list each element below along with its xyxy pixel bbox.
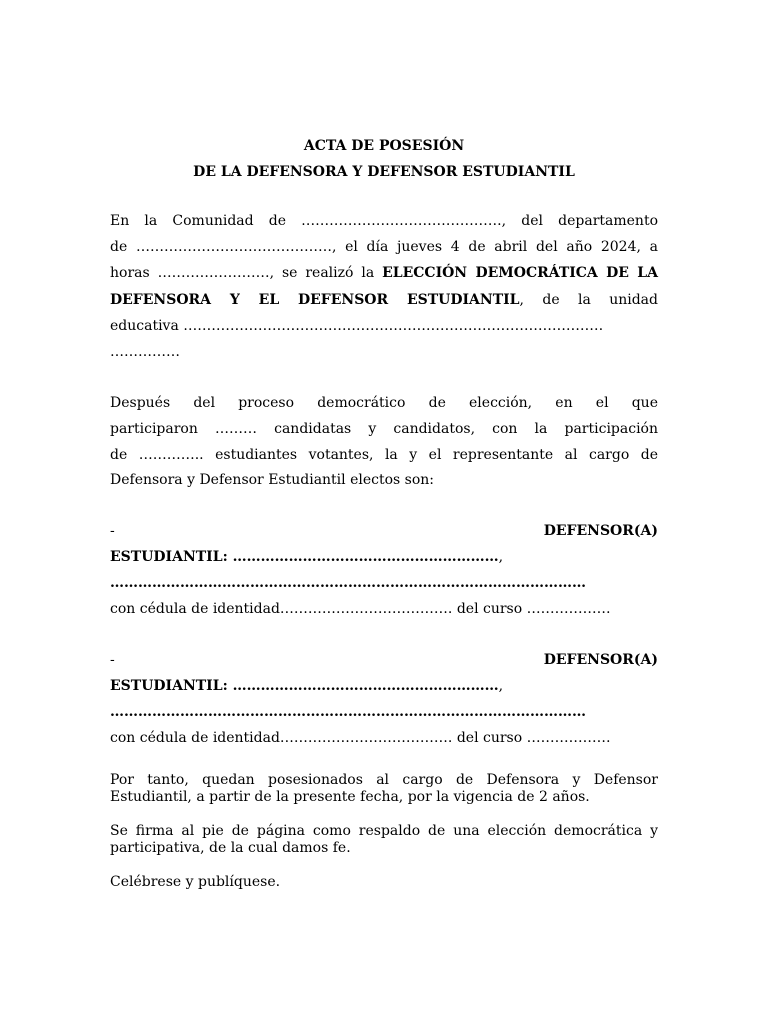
text-line: de ……………………………………, el día jueves 4 de abril del año 2024, a xyxy=(110,239,658,255)
text-span: , de la unidad xyxy=(519,292,658,308)
text-line: Se firma al pie de página como respaldo de una elección democrática y xyxy=(110,823,658,839)
list-dash: - xyxy=(110,523,115,539)
role-label: DEFENSOR(A) xyxy=(543,652,658,668)
text-line: Por tanto, quedan posesionados al cargo de Defensora y Defensor xyxy=(110,772,658,788)
document-title: ACTA DE POSESIÓN xyxy=(303,138,465,154)
closing-line: Celébrese y publíquese. xyxy=(110,874,281,890)
text-line: educativa ……………………………………………………………………………… xyxy=(110,318,604,334)
id-course-line: con cédula de identidad………………………………. del curso ……………… xyxy=(110,601,611,617)
document-subtitle: DE LA DEFENSORA Y DEFENSOR ESTUDIANTIL xyxy=(193,164,575,180)
name-blank-line: ………………………………………………………………………………………… xyxy=(110,575,586,591)
bold-span: DEFENSORA Y EL DEFENSOR ESTUDIANTIL xyxy=(110,292,520,308)
text-line: Después del proceso democrático de elección, en el que xyxy=(110,395,658,411)
list-dash: - xyxy=(110,652,115,668)
id-course-line: con cédula de identidad………………………………. del curso ……………… xyxy=(110,730,611,746)
text-span: , xyxy=(498,549,504,565)
name-blank-line: ………………………………………………………………………………………… xyxy=(110,704,586,720)
text-line xyxy=(110,677,658,695)
text-line xyxy=(110,264,658,282)
text-line: Estudiantil, a partir de la presente fecha, por la vigencia de 2 años. xyxy=(110,789,590,805)
text-span: , xyxy=(498,678,504,694)
bold-span: ELECCIÓN DEMOCRÁTICA DE LA xyxy=(382,265,658,281)
bold-span: ESTUDIANTIL: ………………………………………………… xyxy=(110,549,499,565)
text-line: …………… xyxy=(110,344,180,360)
text-line: En la Comunidad de ……………………………………., del departamento xyxy=(110,213,658,229)
text-line: de ………….. estudiantes votantes, la y el representante al cargo de xyxy=(110,447,658,463)
text-line xyxy=(110,291,658,309)
text-span: horas ……………………, se realizó la xyxy=(110,265,383,281)
text-line: participativa, de la cual damos fe. xyxy=(110,840,351,856)
text-line: Defensora y Defensor Estudiantil electos son: xyxy=(110,472,435,488)
role-label: DEFENSOR(A) xyxy=(543,523,658,539)
text-line: participaron ……… candidatas y candidatos, con la participación xyxy=(110,421,658,437)
bold-span: ESTUDIANTIL: ………………………………………………… xyxy=(110,678,499,694)
text-line xyxy=(110,548,658,566)
